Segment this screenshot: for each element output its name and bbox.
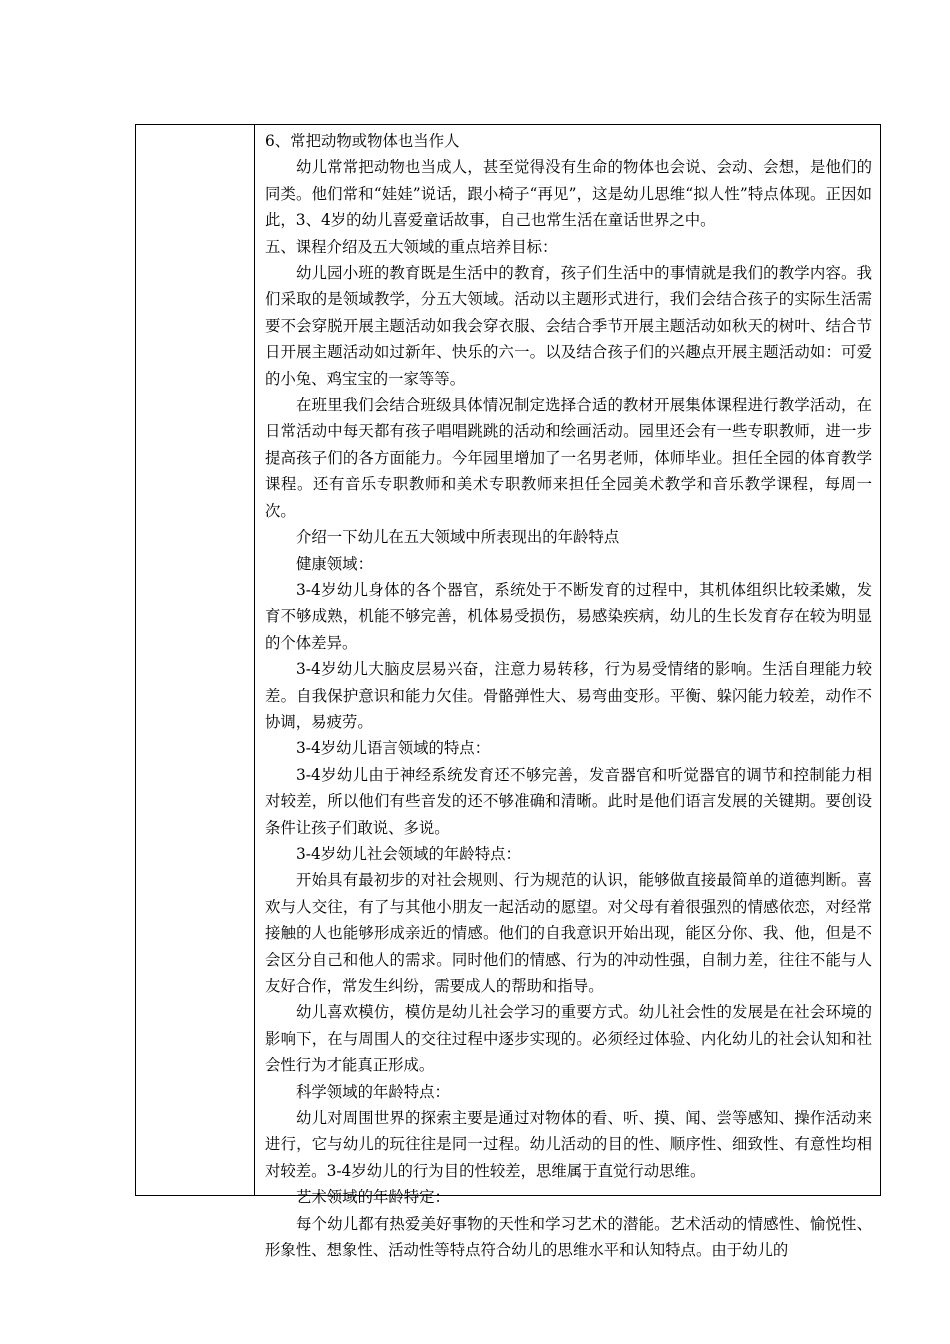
paragraph: 幼儿常常把动物也当成人，甚至觉得没有生命的物体也会说、会动、会想，是他们的同类。他们常和“娃娃”说话，跟小椅子“再见”，这是幼儿思维“拟人性”特点体现。正因如此，3、4岁的幼儿喜爱童话故事，自己也常生活在童话世界之中。 [265,158,872,230]
subheading-health: 健康领域： [296,554,373,573]
paragraph: 幼儿对周围世界的探索主要是通过对物体的看、听、摸、闻、尝等感知、操作活动来进行，它与幼儿的玩往往是同一过程。幼儿活动的目的性、顺序性、细致性、有意性均相对较差。3-4岁幼儿的行为目的性较差，思维属于直觉行动思维。 [265,1109,872,1180]
section-heading: 五、课程介绍及五大领域的重点培养目标： [265,237,558,256]
document-table [135,124,881,1260]
subheading-art: 艺术领域的年龄特定： [296,1188,450,1207]
paragraph: 3-4岁幼儿大脑皮层易兴奋，注意力易转移，行为易受情绪的影响。生活自理能力较差。自我保护意识和能力欠佳。骨骼弹性大、易弯曲变形。平衡、躲闪能力较差，动作不协调，易疲劳。 [265,660,872,731]
paragraph: 3-4岁幼儿身体的各个器官，系统处于不断发育的过程中，其机体组织比较柔嫩，发育不够成熟，机能不够完善，机体易受损伤，易感染疾病，幼儿的生长发育存在较为明显的个体差异。 [265,580,872,652]
paragraph: 在班里我们会结合班级具体情况制定选择合适的教材开展集体课程进行教学活动，在日常活动中每天都有孩子唱唱跳跳的活动和绘画活动。园里还会有一些专职教师，进一步提高孩子们的各方面能力。今年园里增加了一名男老师，体师毕业。担任全园的体育教学课程。还有音乐专职教师和美术专职教师来担任全园美术教学和音乐教学课程，每周一次。 [265,396,872,520]
table-content-cell [255,125,880,1260]
subheading-social: 3-4岁幼儿社会领域的年龄特点： [296,844,521,863]
subheading-science: 科学领域的年龄特点： [296,1082,450,1101]
subheading-language: 3-4岁幼儿语言领域的特点： [296,739,491,758]
paragraph: 6、常把动物或物体也当作人 [265,132,460,150]
paragraph: 幼儿园小班的教育既是生活中的教育，孩子们生活中的事情就是我们的教学内容。我们采取的是领域教学，分五大领域。活动以主题形式进行，我们会结合孩子的实际生活需要不会穿脱开展主题活动如我会穿衣服、会结合季节开展主题活动如秋天的树叶、结合节日开展主题活动如过新年、快乐的六一。以及结合孩子们的兴趣点开展主题活动如：可爱的小兔、鸡宝宝的一家等等。 [265,264,872,388]
paragraph: 开始具有最初步的对社会规则、行为规范的认识，能够做直接最简单的道德判断。喜欢与人交往，有了与其他小朋友一起活动的愿望。对父母有着很强烈的情感依恋，对经常接触的人也能够形成亲近的情感。他们的自我意识开始出现，能区分你、我、他，但是不会区分自己和他人的需求。同时他们的情感、行为的冲动性强，自制力差，往往不能与人友好合作，常发生纠纷，需要成人的帮助和指导。 [265,871,872,995]
table-left-column [136,125,255,1195]
paragraph: 每个幼儿都有热爱美好事物的天性和学习艺术的潜能。艺术活动的情感性、愉悦性、形象性、想象性、活动性等特点符合幼儿的思维水平和认知特点。由于幼儿的 [265,1214,872,1260]
paragraph: 介绍一下幼儿在五大领域中所表现出的年龄特点 [296,528,620,547]
paragraph: 3-4岁幼儿由于神经系统发育还不够完善，发音器官和听觉器官的调节和控制能力相对较差，所以他们有些音发的还不够准确和清晰。此时是他们语言发展的关键期。要创设条件让孩子们敢说、多说。 [265,765,872,837]
paragraph: 幼儿喜欢模仿，模仿是幼儿社会学习的重要方式。幼儿社会性的发展是在社会环境的影响下，在与周围人的交往过程中逐步实现的。必须经过体验、内化幼儿的社会认知和社会性行为才能真正形成。 [265,1003,872,1075]
